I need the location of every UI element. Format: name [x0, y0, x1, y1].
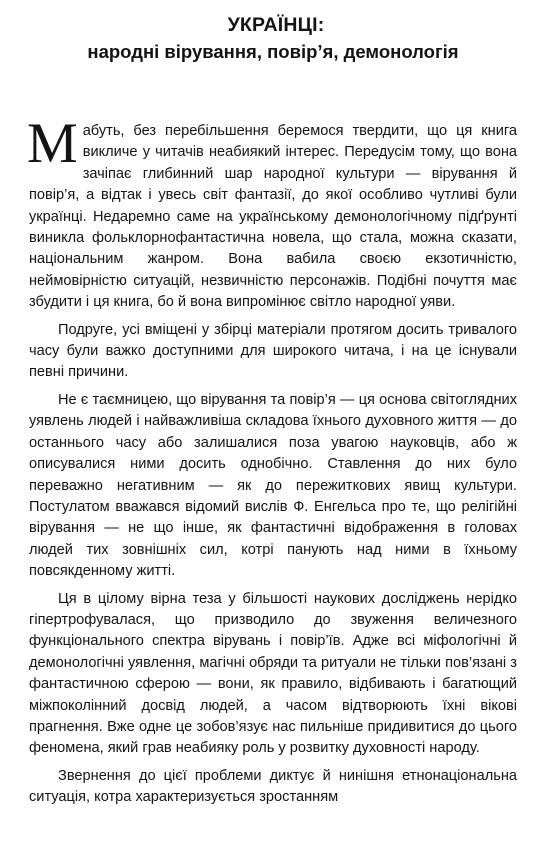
paragraph-4: Ця в цілому вірна теза у більшості наукових досліджень нерідко гіпертрофувалася, що призводило до звуження величезного функціонального спектра вірувань і повір’їв. Адже всі міфологічні й демонологічні уявлення, магічні обряди та ритуали не тільки пов’язані з фантастичною сферою — вони, як правило, відбивають і багатющий міжпоколінний досвід людей, а часом відтворюють їхні вікові прагнення. Вже одне це зобов’язує нас пильніше придивитися до цього феномена, який грав неабияку роль у розвитку духовності народу.	[29, 590, 517, 757]
paragraph-1	[27, 112, 517, 314]
paragraph-5: Звернення до цієї проблеми диктує й нинішня етнонаціональна ситуація, котра характеризується зростанням	[29, 767, 517, 806]
paragraph-1-text: абуть, без перебільшення беремося твердити, що ця книга викличе у читачів неабиякий інтерес. Передусім тому, що вона зачіпає глибинний шар народної культури — вірування й повір’я, а відтак і увесь світ фантазії, до якої особливо чутливі були українці. Недаремно саме на українському демонологічному підґрунті виникла фольклорнофантастична новела, що стала, можна сказати, національним жанром. Вона вабила своєю екзотичністю, неймовірністю ситуацій, незвичністю персонажів. Подібні почуття має збудити і ця книга, бо й вона випромінює світло народної уяви.	[29, 123, 517, 311]
page-title: УКРАЇНЦІ:	[227, 14, 325, 36]
paragraph-2: Подруге, усі вміщені у збірці матеріали протягом досить тривалого часу були важко доступними для широкого читача, і на це існували певні причини.	[29, 321, 517, 381]
page-subtitle: народні вірування, повір’я, демонологія	[87, 41, 459, 62]
paragraph-3: Не є таємницею, що вірування та повір’я — ця основа світоглядних уявлень людей і найважливіша складова їхнього духовного життя — до останнього часу або залишалися поза увагою науковців, або ж описувалися ними досить однобічно. Ставлення до них було переважно негативним — як до пережиткових явищ культури. Постулатом вважався відомий вислів Ф. Енгельса про те, що релігійні вірування — не що інше, як фантастичні відображення в головах людей тих зовнішніх сил, котрі панують над ними в їхньому повсякденному житті.	[29, 391, 517, 580]
body-text	[27, 112, 517, 809]
chapter-heading	[29, 0, 517, 64]
drop-cap: М	[27, 112, 78, 175]
